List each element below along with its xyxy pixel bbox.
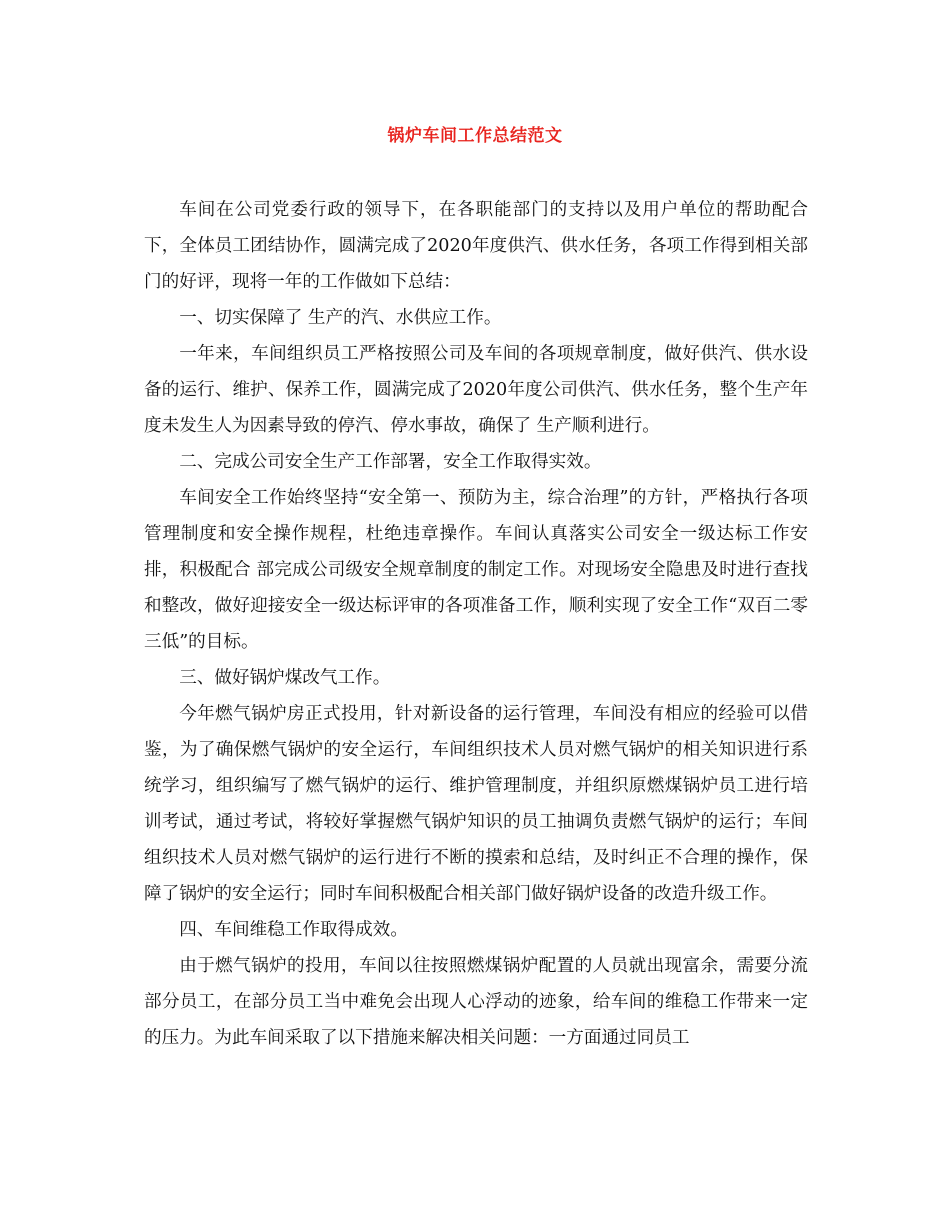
section-heading-2: 二、完成公司安全生产工作部署，安全工作取得实效。: [179, 452, 602, 472]
section-heading-1: 一、切实保障了 生产的汽、水供应工作。: [179, 308, 502, 328]
paragraph-section-2: 车间安全工作始终坚持“安全第一、预防为主，综合治理”的方针，严格执行各项管理制度和安全操作规程，杜绝违章操作。车间认真落实公司安全一级达标工作安排，积极配合 部完成公司级安全规章制度的制定工作。对现场安全隐患及时进行查找和整改，做好迎接安全一级达标评审的各项准备工作，顺利实现了安全工作“双百二零三低”的目标。: [144, 488, 808, 652]
paragraph-section-1: 一年来，车间组织员工严格按照公司及车间的各项规章制度，做好供汽、供水设备的运行、维护、保养工作，圆满完成了2020年度公司供汽、供水任务，整个生产年度未发生人为因素导致的停汽、停水事故，确保了 生产顺利进行。: [144, 344, 808, 436]
paragraph-section-3: 今年燃气锅炉房正式投用，针对新设备的运行管理，车间没有相应的经验可以借鉴，为了确保燃气锅炉的安全运行，车间组织技术人员对燃气锅炉的相关知识进行系统学习，组织编写了燃气锅炉的运行、维护管理制度，并组织原燃煤锅炉员工进行培训考试，通过考试，将较好掌握燃气锅炉知识的员工抽调负责燃气锅炉的运行；车间组织技术人员对燃气锅炉的运行进行不断的摸索和总结，及时纠正不合理的操作，保障了锅炉的安全运行；同时车间积极配合相关部门做好锅炉设备的改造升级工作。: [144, 704, 808, 904]
document-title: 锅炉车间工作总结范文: [387, 126, 563, 146]
paragraph-intro: 车间在公司党委行政的领导下，在各职能部门的支持以及用户单位的帮助配合下，全体员工团结协作，圆满完成了2020年度供汽、供水任务，各项工作得到相关部门的好评，现将一年的工作做如下总结：: [144, 200, 808, 292]
document-body: [144, 192, 808, 1056]
section-heading-4: 四、车间维稳工作取得成效。: [179, 920, 408, 940]
section-heading-3: 三、做好锅炉煤改气工作。: [179, 668, 391, 688]
paragraph-section-4: 由于燃气锅炉的投用，车间以往按照燃煤锅炉配置的人员就出现富余，需要分流部分员工，在部分员工当中难免会出现人心浮动的迹象，给车间的维稳工作带来一定的压力。为此车间采取了以下措施来解决相关问题：一方面通过同员工: [144, 956, 808, 1048]
